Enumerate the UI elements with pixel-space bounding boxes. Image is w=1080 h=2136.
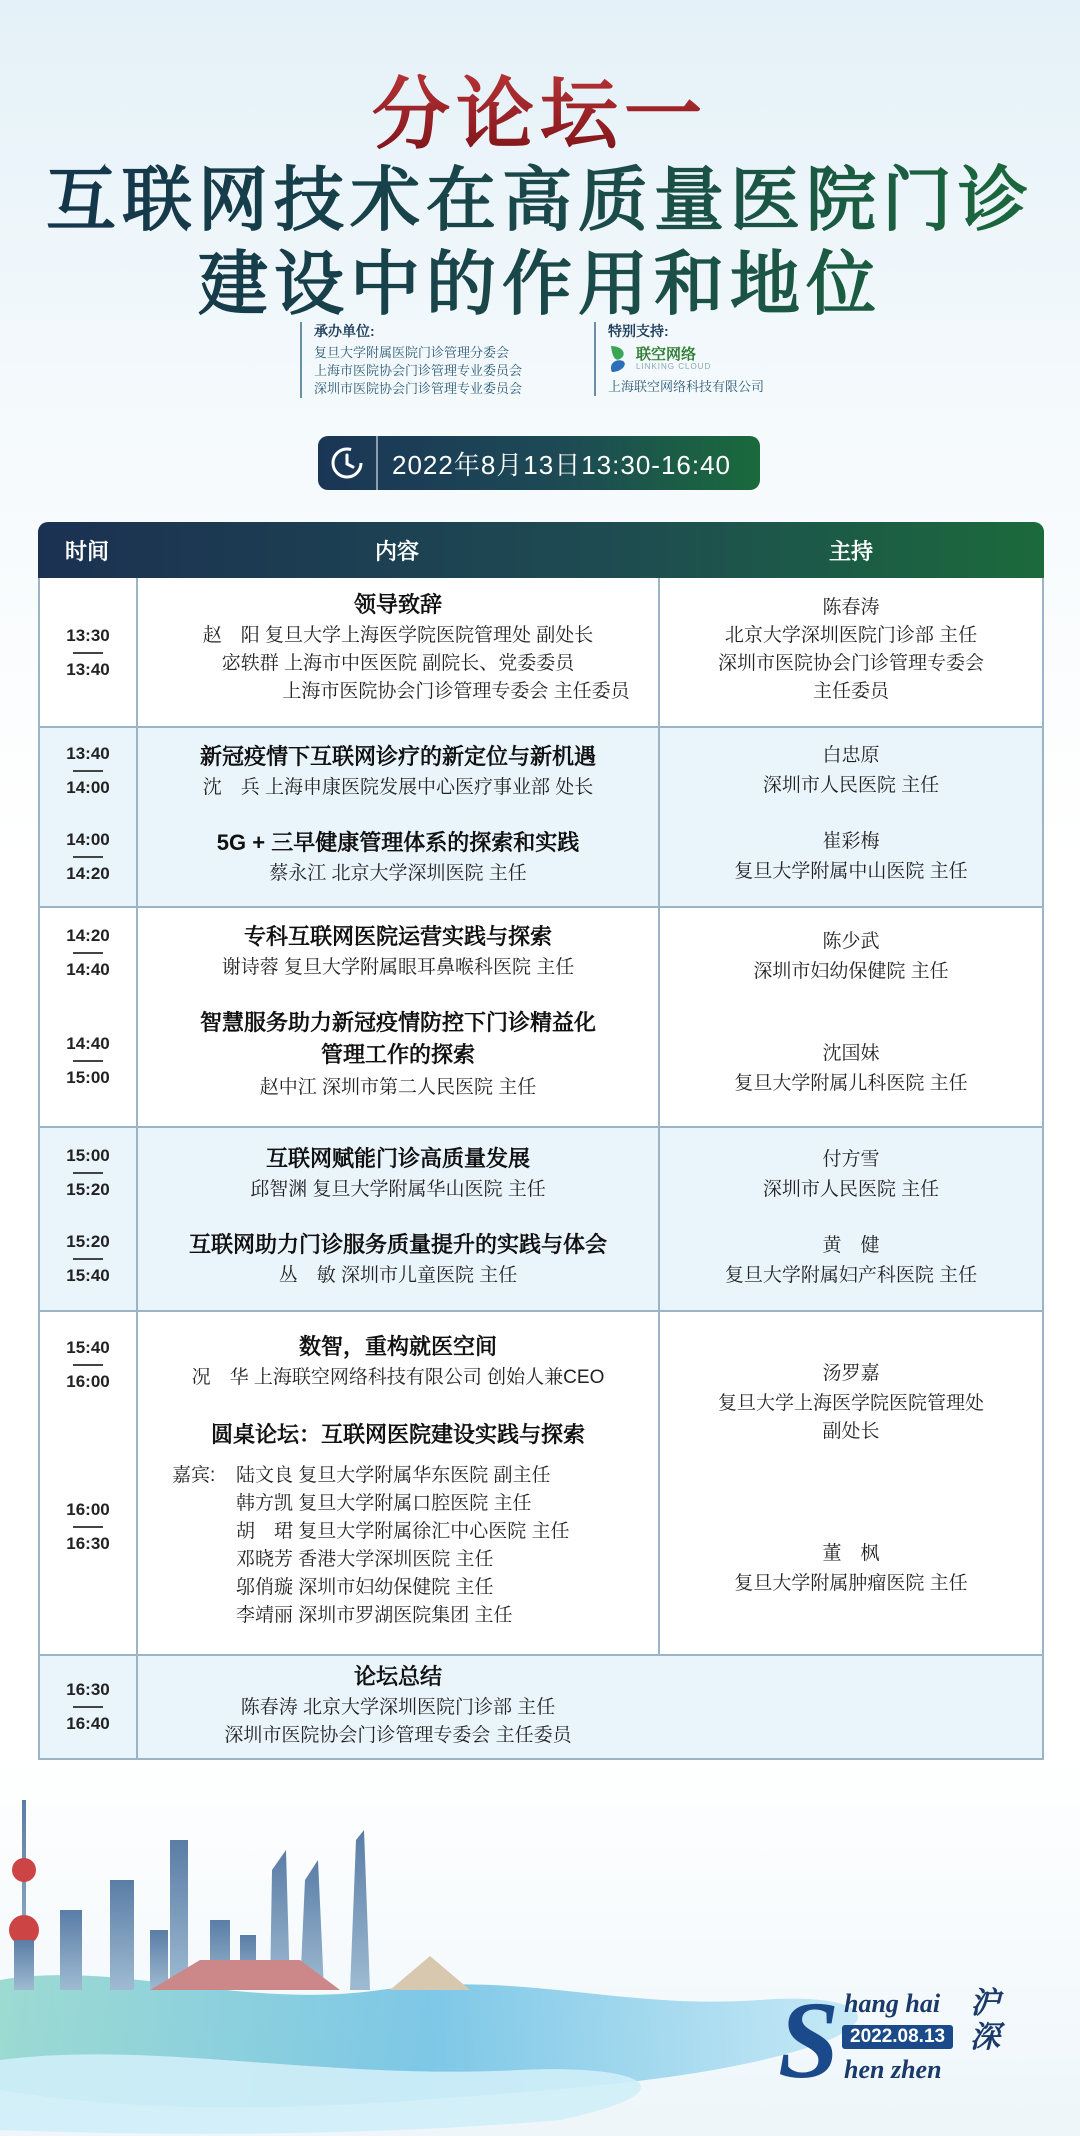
header-content: 内容: [374, 538, 419, 564]
header-host: 主持: [828, 538, 873, 564]
time-start: 14:20: [66, 926, 110, 945]
speaker-line: 丛 敏 深圳市儿童医院 主任: [278, 1265, 518, 1286]
table-row: [38, 1312, 1044, 1656]
session-title: 领导致辞: [353, 592, 442, 617]
time-end: 16:30: [66, 1534, 110, 1553]
time-end: 15:40: [66, 1266, 110, 1285]
time-range: [40, 622, 136, 684]
time-start: 15:40: [66, 1338, 110, 1357]
session-title: 新冠疫情下互联网诊疗的新定位与新机遇: [199, 744, 596, 769]
speaker-line: 深圳市医院协会门诊管理专委会 主任委员: [224, 1725, 572, 1746]
time-cell: [40, 1128, 138, 1310]
session-title: 专科互联网医院运营实践与探索: [243, 924, 552, 949]
time-range: [40, 826, 136, 888]
guest-label: 嘉宾:: [172, 1465, 216, 1486]
table-header: [38, 522, 1044, 578]
host-name: 付方雪: [822, 1149, 880, 1170]
time-start: 13:30: [66, 626, 110, 645]
time-cell: [40, 578, 138, 726]
host-affil: 深圳市人民医院 主任: [762, 1179, 940, 1200]
sponsor-logo-name: 联空网络: [636, 345, 697, 363]
host-cell: [660, 1312, 1042, 1654]
main-title-line2: 建设中的作用和地位: [198, 245, 882, 323]
building-tent: [390, 1956, 470, 1990]
schedule-table: [38, 522, 1044, 1760]
guest-line: 胡 珺 复旦大学附属徐汇中心医院 主任: [236, 1521, 570, 1542]
session-title: 圆桌论坛：互联网医院建设实践与探索: [210, 1422, 585, 1447]
speaker-line: 沈 兵 上海申康医院发展中心医疗事业部 处长: [202, 777, 594, 798]
time-start: 14:40: [66, 1034, 110, 1053]
table-row: [38, 728, 1044, 908]
time-end: 14:00: [66, 778, 110, 797]
time-end: 14:20: [66, 864, 110, 883]
time-range: [40, 1030, 136, 1092]
host-affil: 深圳市人民医院 主任: [762, 775, 940, 796]
host-name: 陈春涛: [822, 597, 880, 618]
speaker-line: 宓轶群 上海市中医医院 副院长、党委委员: [221, 653, 575, 674]
sponsor-logo-sub: LINKING CLOUD: [636, 361, 712, 371]
session-title: 管理工作的探索: [320, 1042, 475, 1067]
organizer-item: 复旦大学附属医院门诊管理分委会: [314, 345, 510, 360]
header-time: 时间: [64, 538, 109, 564]
host-affil: 复旦大学附属儿科医院 主任: [734, 1073, 968, 1094]
content-cell: [138, 728, 660, 906]
brand-date: 2022.08.13: [842, 2025, 953, 2049]
host-affil: 深圳市妇幼保健院 主任: [753, 961, 949, 982]
table-row: [38, 1128, 1044, 1312]
host-affil: 复旦大学附属肿瘤医院 主任: [734, 1573, 968, 1594]
organizers: [300, 322, 522, 398]
time-cell: [40, 1656, 138, 1758]
shanghai-shenzhen-brand: [778, 1979, 1008, 2101]
time-start: 16:30: [66, 1680, 110, 1699]
organizers-label: 承办单位:: [314, 323, 375, 339]
guest-line: 李靖丽 深圳市罗湖医院集团 主任: [236, 1605, 513, 1626]
time-range: [40, 1676, 136, 1738]
time-range: [40, 922, 136, 984]
host-affil: 副处长: [822, 1421, 880, 1442]
time-range: [40, 1228, 136, 1290]
speaker-line: 赵中江 深圳市第二人民医院 主任: [259, 1077, 537, 1098]
host-affil: 复旦大学附属中山医院 主任: [734, 861, 968, 882]
host-affil: 深圳市医院协会门诊管理专委会: [717, 653, 984, 674]
time-end: 14:40: [66, 960, 110, 979]
host-affil: 北京大学深圳医院门诊部 主任: [724, 625, 978, 646]
host-name: 汤罗嘉: [822, 1363, 880, 1384]
linking-cloud-logo-icon: [608, 344, 630, 374]
brand-shanghai: hang hai: [844, 1989, 941, 2018]
time-end: 13:40: [66, 660, 110, 679]
time-cell: [40, 908, 138, 1126]
session-title: 论坛总结: [353, 1664, 442, 1689]
sponsor: [594, 322, 764, 396]
organizer-item: 深圳市医院协会门诊管理专业委员会: [314, 381, 523, 396]
tower-pearl: [9, 1800, 39, 1990]
sponsor-logo: [608, 344, 764, 374]
clock-icon: [329, 445, 365, 481]
time-end: 16:40: [66, 1714, 110, 1733]
sponsor-label: 特别支持:: [608, 323, 669, 339]
speaker-line: 上海市医院协会门诊管理专委会 主任委员: [282, 681, 630, 702]
time-end: 15:20: [66, 1180, 110, 1199]
main-title-line1: 互联网技术在高质量医院门诊: [46, 161, 1034, 239]
host-name: 董 枫: [822, 1543, 880, 1564]
content-cell: [138, 578, 660, 726]
content-cell: [138, 1128, 660, 1310]
content-cell: [138, 1312, 660, 1654]
session-title: 互联网助力门诊服务质量提升的实践与体会: [188, 1232, 607, 1257]
speaker-line: 赵 阳 复旦大学上海医学院医院管理处 副处长: [202, 625, 594, 646]
speaker-line: 蔡永江 北京大学深圳医院 主任: [269, 863, 527, 884]
host-name: 崔彩梅: [822, 831, 880, 852]
time-end: 15:00: [66, 1068, 110, 1087]
speaker-line: 邱智渊 复旦大学附属华山医院 主任: [250, 1179, 546, 1200]
session-title: 数智，重构就医空间: [298, 1334, 497, 1359]
table-row: [38, 908, 1044, 1128]
time-range: [40, 1334, 136, 1396]
host-name: 陈少武: [822, 931, 880, 952]
table-row: [38, 1656, 1044, 1760]
content-cell: [138, 1656, 1042, 1758]
host-name: 黄 健: [822, 1235, 880, 1256]
host-affil: 复旦大学上海医学院医院管理处: [717, 1393, 984, 1414]
brand-big-s: S: [778, 1979, 840, 2101]
time-start: 13:40: [66, 744, 110, 763]
time-start: 15:20: [66, 1232, 110, 1251]
date-bar: [318, 436, 760, 490]
host-cell: [660, 728, 1042, 906]
host-affil: 复旦大学附属妇产科医院 主任: [724, 1265, 978, 1286]
brand-shenzhen: hen zhen: [844, 2055, 942, 2084]
time-cell: [40, 1312, 138, 1654]
brand-chinese: 沪 深: [970, 1986, 1000, 2055]
sponsor-company: 上海联空网络科技有限公司: [608, 379, 765, 394]
host-cell: [660, 908, 1042, 1126]
speaker-line: 况 华 上海联空网络科技有限公司 创始人兼CEO: [191, 1367, 605, 1388]
time-start: 15:00: [66, 1146, 110, 1165]
time-range: [40, 1496, 136, 1558]
time-range: [40, 740, 136, 802]
speaker-line: 陈春涛 北京大学深圳医院门诊部 主任: [240, 1697, 556, 1718]
content-cell: [138, 908, 660, 1126]
host-cell: [660, 578, 1042, 726]
guest-line: 韩方凯 复旦大学附属口腔医院 主任: [236, 1493, 532, 1514]
guest-line: 邬俏璇 深圳市妇幼保健院 主任: [236, 1577, 494, 1598]
forum-title: 分论坛一: [0, 52, 1080, 164]
time-end: 16:00: [66, 1372, 110, 1391]
time-start: 14:00: [66, 830, 110, 849]
speaker-line: 谢诗蓉 复旦大学附属眼耳鼻喉科医院 主任: [221, 957, 575, 978]
host-name: 沈国妹: [822, 1043, 880, 1064]
time-start: 16:00: [66, 1500, 110, 1519]
time-range: [40, 1142, 136, 1204]
host-affil: 主任委员: [812, 681, 889, 702]
guest-line: 陆文良 复旦大学附属华东医院 副主任: [236, 1465, 551, 1486]
host-name: 白忠原: [822, 745, 880, 766]
main-title: [0, 158, 1080, 326]
organizer-item: 上海市医院协会门诊管理专业委员会: [314, 363, 523, 378]
table-row: [38, 578, 1044, 728]
header: [0, 0, 1080, 520]
guest-line: 邓晓芳 香港大学深圳医院 主任: [236, 1549, 494, 1570]
session-title: 智慧服务助力新冠疫情防控下门诊精益化: [199, 1010, 596, 1035]
session-title: 5G + 三早健康管理体系的探索和实践: [216, 830, 580, 855]
time-cell: [40, 728, 138, 906]
clock-icon-wrap: [318, 436, 378, 490]
session-title: 互联网赋能门诊高质量发展: [265, 1146, 530, 1171]
host-cell: [660, 1128, 1042, 1310]
event-datetime: 2022年8月13日13:30-16:40: [392, 449, 732, 480]
